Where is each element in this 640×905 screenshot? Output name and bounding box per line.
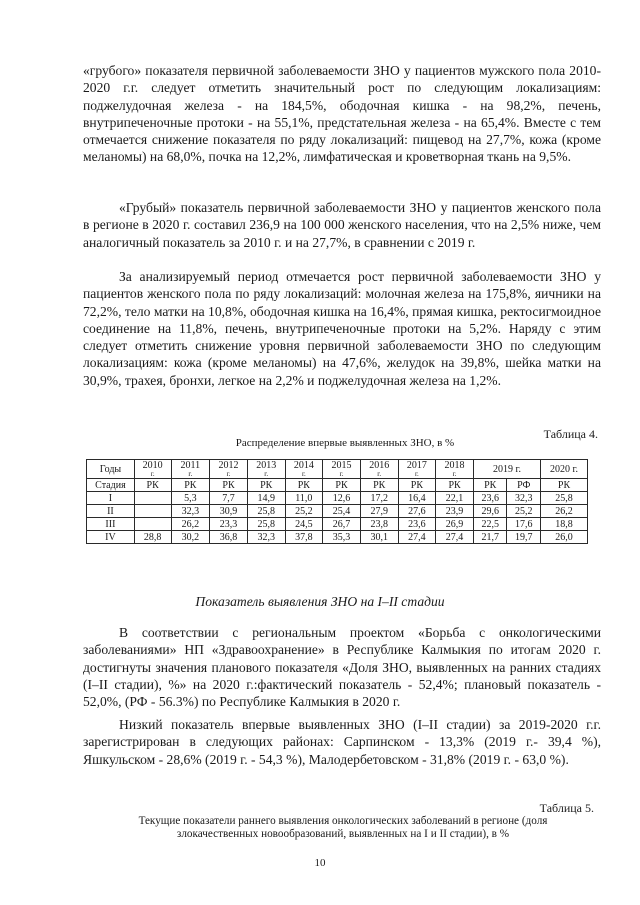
region-header: РК <box>473 479 507 492</box>
table-cell: 7,7 <box>210 492 248 505</box>
table-cell: 26,7 <box>323 518 361 531</box>
table-cell: 21,7 <box>473 531 507 544</box>
table-5-title: Текущие показатели раннего выявления онкологических заболеваний в регионе (доля злокачественных новообразований, выявленных на I и II стадии), в % <box>138 815 548 840</box>
table-cell: 27,6 <box>398 505 436 518</box>
table-cell: 25,2 <box>507 505 541 518</box>
page-number: 10 <box>314 857 326 869</box>
year-header-2019: 2019 г. <box>473 460 540 479</box>
table-cell: 25,8 <box>247 518 285 531</box>
table-cell: 17,6 <box>507 518 541 531</box>
paragraph-low-indicator-districts: Низкий показатель впервые выявленных ЗНО (I–II стадии) за 2019-2020 г.г. зарегистрирован в следующих районах: Сарпинском - 13,3% (2019 г.- 39,4 %), Яшкульском - 28,6% (2019 г. - 54,3 %), Малодербетовском - 31,8% (2019 г. - 63,0 %). <box>83 717 601 767</box>
table-cell <box>134 518 171 531</box>
year-header: 2011 г. <box>171 460 210 479</box>
region-header: РК <box>398 479 436 492</box>
table-cell: 17,2 <box>360 492 398 505</box>
paragraph-female-localizations: За анализируемый период отмечается рост первичной заболеваемости ЗНО у пациентов женского пола по ряду локализаций: молочная железа на 175,8%, яичники на 72,2%, тело матки на 10,8%, ободочная кишка на 16,4%, прямая кишка, ректосигмоидное соединение на 11,8%, печень, внутрипеченочные протоки на 5,2%. Наряду с этим следует отметить снижение уровня первичной заболеваемости ЗНО по следующим локализациям: кожа (кроме меланомы) на 47,6%, желудок на 39,8%, шейка матки на 30,9%, трахея, бронхи, легкое на 2,2% и поджелудочная железа на 1,2%. <box>83 269 601 388</box>
table-cell: 30,2 <box>171 531 210 544</box>
table-cell: 26,2 <box>171 518 210 531</box>
table-cell: 23,6 <box>398 518 436 531</box>
region-header: РК <box>247 479 285 492</box>
table-row <box>87 505 588 518</box>
table-cell: 5,3 <box>171 492 210 505</box>
table-cell: 25,2 <box>285 505 323 518</box>
stage-cell: I <box>87 492 135 505</box>
table-cell: 12,6 <box>323 492 361 505</box>
table-cell: 25,4 <box>323 505 361 518</box>
table-cell: 26,2 <box>541 505 588 518</box>
region-header: РК <box>541 479 588 492</box>
table-cell: 32,3 <box>507 492 541 505</box>
corner-years: Годы <box>87 460 135 479</box>
table-5-number: Таблица 5. <box>539 801 594 815</box>
table-cell: 19,7 <box>507 531 541 544</box>
stage-distribution-table <box>86 459 588 544</box>
table-cell: 27,9 <box>360 505 398 518</box>
table-cell: 24,5 <box>285 518 323 531</box>
table-cell: 36,8 <box>210 531 248 544</box>
table-cell: 23,9 <box>436 505 474 518</box>
table-cell: 28,8 <box>134 531 171 544</box>
table-cell <box>134 492 171 505</box>
table-cell: 25,8 <box>247 505 285 518</box>
year-header: 2013 г. <box>247 460 285 479</box>
year-header-2020: 2020 г. <box>541 460 588 479</box>
year-header: 2017 г. <box>398 460 436 479</box>
stage-cell: II <box>87 505 135 518</box>
year-header: 2015 г. <box>323 460 361 479</box>
section-heading: Показатель выявления ЗНО на I–II стадии <box>195 594 445 609</box>
table-cell: 29,6 <box>473 505 507 518</box>
table-cell: 32,3 <box>171 505 210 518</box>
table-cell: 25,8 <box>541 492 588 505</box>
region-header: РК <box>210 479 248 492</box>
region-header: РК <box>134 479 171 492</box>
table-cell: 22,5 <box>473 518 507 531</box>
region-header: РК <box>436 479 474 492</box>
table-header-years <box>87 460 588 479</box>
table-cell: 23,6 <box>473 492 507 505</box>
table-cell: 11,0 <box>285 492 323 505</box>
table-4-title: Распределение впервые выявленных ЗНО, в % <box>235 437 455 449</box>
table-cell: 22,1 <box>436 492 474 505</box>
table-4-number: Таблица 4. <box>543 427 598 441</box>
paragraph-female-incidence: «Грубый» показатель первичной заболеваемости ЗНО у пациентов женского пола в регионе в 2020 г. составил 236,9 на 100 000 женского населения, что на 2,5% ниже, чем аналогичный показатель за 2010 г. и на 27,7%, в сравнении с 2019 г. <box>83 200 601 250</box>
table-cell: 26,0 <box>541 531 588 544</box>
table-cell: 30,9 <box>210 505 248 518</box>
table-cell: 32,3 <box>247 531 285 544</box>
stage-cell: III <box>87 518 135 531</box>
region-header: РК <box>323 479 361 492</box>
table-row <box>87 518 588 531</box>
table-header-regions <box>87 479 588 492</box>
table-cell: 23,8 <box>360 518 398 531</box>
rf-header: РФ <box>507 479 541 492</box>
year-header: 2012 г. <box>210 460 248 479</box>
table-row <box>87 531 588 544</box>
table-cell: 35,3 <box>323 531 361 544</box>
table-cell: 16,4 <box>398 492 436 505</box>
region-header: РК <box>360 479 398 492</box>
paragraph-male-incidence: «грубого» показателя первичной заболеваемости ЗНО у пациентов мужского пола 2010-2020 г.г. следует отметить значительный рост по следующим локализациям: поджелудочная железа - на 184,5%, ободочная кишка - на 98,2%, печень, внутрипеченочные протоки - на 55,1%, предстательная железа - на 65,4%. Вместе с тем отмечается снижение показателя по ряду локализаций: пищевод на 27,7%, кожа (кроме меланомы) на 68,0%, почка на 12,2%, лимфатическая и кроветворная ткань на 9,5%. <box>83 63 601 165</box>
table-cell: 18,8 <box>541 518 588 531</box>
corner-stage: Стадия <box>87 479 135 492</box>
table-cell: 27,4 <box>398 531 436 544</box>
table-row <box>87 492 588 505</box>
table-cell: 23,3 <box>210 518 248 531</box>
table-cell: 26,9 <box>436 518 474 531</box>
year-header: 2014 г. <box>285 460 323 479</box>
table-cell: 27,4 <box>436 531 474 544</box>
year-header: 2018 г. <box>436 460 474 479</box>
stage-cell: IV <box>87 531 135 544</box>
region-header: РК <box>171 479 210 492</box>
table-cell: 37,8 <box>285 531 323 544</box>
table-cell: 14,9 <box>247 492 285 505</box>
table-cell: 30,1 <box>360 531 398 544</box>
table-cell <box>134 505 171 518</box>
paragraph-regional-project: В соответствии с региональным проектом «Борьба с онкологическими заболеваниями» НП «Здравоохранение» в Республике Калмыкия по итогам 2020 г. достигнуты значения планового показателя «Доля ЗНО, выявленных на ранних стадиях (I–II стадии), %» на 2020 г.:фактический показатель - 52,4%; плановый показатель - 52,0%, (РФ - 56.3%) по Республике Калмыкия в 2020 г. <box>83 625 601 710</box>
year-header: 2010 г. <box>134 460 171 479</box>
region-header: РК <box>285 479 323 492</box>
year-header: 2016 г. <box>360 460 398 479</box>
